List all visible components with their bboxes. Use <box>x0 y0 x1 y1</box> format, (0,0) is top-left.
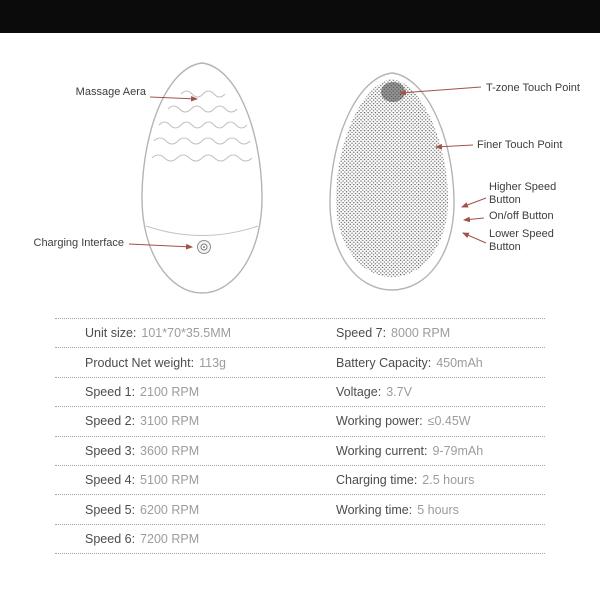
spec-cell <box>300 412 545 430</box>
spec-label: Unit size: <box>85 326 137 341</box>
spec-label: Speed 4: <box>85 473 136 488</box>
spec-cell <box>300 442 545 460</box>
spec-value: 5 hours <box>417 502 459 517</box>
table-row <box>55 437 545 466</box>
table-row <box>55 407 545 436</box>
spec-cell <box>300 354 545 372</box>
spec-label: Voltage: <box>336 384 382 399</box>
spec-label: Speed 6: <box>85 531 136 546</box>
lower-speed-arrow <box>463 233 486 243</box>
table-row <box>55 378 545 407</box>
tzone-touch-point-label: T-zone Touch Point <box>486 82 580 94</box>
spec-value: 3100 RPM <box>140 414 200 429</box>
spec-cell <box>55 530 300 548</box>
spec-cell <box>55 412 300 430</box>
massage-area-label: Massage Aera <box>75 86 146 98</box>
spec-value: 101*70*35.5MM <box>141 326 232 341</box>
spec-cell <box>55 442 300 460</box>
spec-cell <box>55 471 300 489</box>
spec-value: 2.5 hours <box>422 473 475 488</box>
charging-port <box>198 241 211 254</box>
spec-cell <box>300 471 545 489</box>
spec-value: ≤0.45W <box>427 414 471 429</box>
spec-label: Working power: <box>336 414 423 429</box>
spec-value: 9-79mAh <box>432 443 484 458</box>
spec-label: Speed 3: <box>85 443 136 458</box>
spec-cell <box>300 530 545 548</box>
spec-value: 6200 RPM <box>140 502 200 517</box>
spec-value: 450mAh <box>436 355 483 370</box>
spec-label: Battery Capacity: <box>336 355 432 370</box>
spec-table <box>55 318 545 554</box>
spec-label: Speed 7: <box>336 326 387 341</box>
spec-cell <box>55 354 300 372</box>
finer-touch-point-label: Finer Touch Point <box>477 139 563 151</box>
table-row <box>55 495 545 524</box>
spec-value: 5100 RPM <box>140 473 200 488</box>
table-row <box>55 466 545 495</box>
spec-value: 113g <box>199 355 226 370</box>
higher-speed-arrow <box>462 198 486 207</box>
spec-cell <box>300 501 545 519</box>
spec-cell <box>55 501 300 519</box>
spec-label: Product Net weight: <box>85 355 195 370</box>
spec-label: Charging time: <box>336 473 418 488</box>
onoff-arrow <box>464 218 484 220</box>
spec-cell <box>55 383 300 401</box>
spec-value: 7200 RPM <box>140 531 200 546</box>
spec-label: Speed 2: <box>85 414 136 429</box>
spec-cell <box>300 383 545 401</box>
table-row <box>55 319 545 348</box>
charging-interface-label: Charging Interface <box>33 237 124 249</box>
spec-label: Working time: <box>336 502 413 517</box>
onoff-button-label: On/off Button <box>489 210 554 222</box>
lower-speed-button-label: Lower Speed Button <box>489 228 554 253</box>
spec-value: 3.7V <box>386 384 412 399</box>
spec-value: 3600 RPM <box>140 443 200 458</box>
spec-cell <box>300 324 545 342</box>
spec-label: Working current: <box>336 443 428 458</box>
spec-cell <box>55 324 300 342</box>
table-row <box>55 348 545 377</box>
spec-label: Speed 1: <box>85 384 136 399</box>
tzone-spot <box>381 82 405 102</box>
higher-speed-button-label: Higher Speed Button <box>489 181 557 206</box>
spec-label: Speed 5: <box>85 502 136 517</box>
device-front-view <box>330 73 454 290</box>
table-row <box>55 525 545 554</box>
spec-value: 8000 RPM <box>391 326 451 341</box>
spec-value: 2100 RPM <box>140 384 200 399</box>
